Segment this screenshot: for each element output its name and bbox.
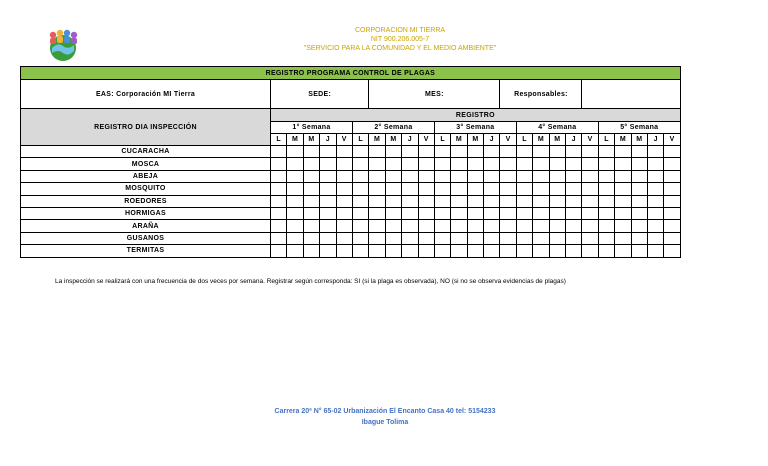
inspection-cell[interactable] [484,245,500,257]
pest-row [21,220,681,232]
pest-row [21,245,681,257]
day-header: M [467,134,483,146]
inspection-cell[interactable] [566,207,582,219]
sede-field[interactable]: SEDE: [271,80,369,109]
inspection-cell[interactable] [352,245,368,257]
inspection-cell[interactable] [615,158,631,170]
inspection-cell[interactable] [451,195,467,207]
inspection-cell[interactable] [271,220,287,232]
eas-label: EAS: Corporación MI Tierra [21,80,271,109]
inspection-cell[interactable] [533,232,549,244]
inspection-cell[interactable] [533,207,549,219]
inspection-cell[interactable] [664,158,680,170]
inspection-cell[interactable] [451,232,467,244]
inspection-cell[interactable] [434,183,450,195]
day-header: J [402,134,418,146]
inspection-cell[interactable] [352,170,368,182]
inspection-cell[interactable] [320,220,336,232]
inspection-cell[interactable] [451,146,467,158]
pest-row [21,183,681,195]
inspection-cell[interactable] [402,146,418,158]
pest-name: HORMIGAS [21,207,271,219]
inspection-cell[interactable] [631,195,647,207]
pest-name: GUSANOS [21,232,271,244]
inspection-cell[interactable] [287,207,303,219]
day-header: J [320,134,336,146]
inspection-cell[interactable] [566,158,582,170]
inspection-cell[interactable] [484,158,500,170]
title-row [21,67,681,80]
inspection-cell[interactable] [271,245,287,257]
inspection-cell[interactable] [631,245,647,257]
inspection-cell[interactable] [615,170,631,182]
inspection-cell[interactable] [516,220,532,232]
inspection-cell[interactable] [369,183,385,195]
inspection-cell[interactable] [320,232,336,244]
inspection-cell[interactable] [647,183,663,195]
inspection-cell[interactable] [631,220,647,232]
inspection-cell[interactable] [598,207,614,219]
inspection-cell[interactable] [320,183,336,195]
pest-row [21,170,681,182]
inspection-note: La inspección se realizará con una frecuencia de dos veces por semana. Registrar según corresponda: SI (si la plaga es observada), NO (si no se observa evidencias de plagas) [55,278,566,285]
inspection-cell[interactable] [271,158,287,170]
inspection-cell[interactable] [320,146,336,158]
inspection-cell[interactable] [664,207,680,219]
inspection-cell[interactable] [336,183,352,195]
day-header: J [647,134,663,146]
day-header: L [352,134,368,146]
inspection-cell[interactable] [664,232,680,244]
inspection-cell[interactable] [271,232,287,244]
inspection-cell[interactable] [566,183,582,195]
inspection-cell[interactable] [598,146,614,158]
inspection-cell[interactable] [271,146,287,158]
pest-name: ARAÑA [21,220,271,232]
week-header: 5° Semana [598,122,680,134]
inspection-cell[interactable] [615,146,631,158]
inspection-cell[interactable] [451,158,467,170]
inspection-cell[interactable] [647,232,663,244]
inspection-cell[interactable] [303,146,319,158]
pest-row [21,232,681,244]
inspection-cell[interactable] [467,207,483,219]
inspection-cell[interactable] [303,220,319,232]
day-header: M [631,134,647,146]
inspection-cell[interactable] [287,183,303,195]
inspection-cell[interactable] [451,183,467,195]
inspection-cell[interactable] [434,232,450,244]
day-header: M [533,134,549,146]
inspection-cell[interactable] [418,220,434,232]
inspection-cell[interactable] [516,146,532,158]
inspection-cell[interactable] [402,245,418,257]
inspection-cell[interactable] [516,183,532,195]
inspection-cell[interactable] [500,195,516,207]
inspection-cell[interactable] [533,158,549,170]
inspection-cell[interactable] [320,158,336,170]
inspection-cell[interactable] [664,183,680,195]
inspection-cell[interactable] [385,245,401,257]
inspection-cell[interactable] [467,146,483,158]
inspection-cell[interactable] [320,170,336,182]
inspection-cell[interactable] [615,195,631,207]
inspection-cell[interactable] [369,170,385,182]
registro-label: REGISTRO [271,109,681,122]
inspection-cell[interactable] [533,245,549,257]
inspection-cell[interactable] [582,207,598,219]
pest-row [21,146,681,158]
inspection-cell[interactable] [664,195,680,207]
inspection-cell[interactable] [582,158,598,170]
inspection-cell[interactable] [615,232,631,244]
pest-name: TERMITAS [21,245,271,257]
inspection-cell[interactable] [402,207,418,219]
inspection-cell[interactable] [352,158,368,170]
inspection-cell[interactable] [271,183,287,195]
inspection-cell[interactable] [549,170,565,182]
inspection-cell[interactable] [451,220,467,232]
inspection-cell[interactable] [500,245,516,257]
inspection-cell[interactable] [582,170,598,182]
day-header: M [303,134,319,146]
day-header: M [615,134,631,146]
inspection-cell[interactable] [402,158,418,170]
inspection-cell[interactable] [352,146,368,158]
org-slogan: "SERVICIO PARA LA COMUNIDAD Y EL MEDIO AMBIENTE" [303,45,497,52]
inspection-cell[interactable] [385,146,401,158]
inspection-cell[interactable] [598,170,614,182]
day-header: V [418,134,434,146]
inspection-cell[interactable] [549,183,565,195]
inspection-cell[interactable] [664,146,680,158]
pest-row [21,207,681,219]
inspection-cell[interactable] [549,245,565,257]
inspection-cell[interactable] [385,158,401,170]
inspection-cell[interactable] [271,195,287,207]
inspection-cell[interactable] [385,232,401,244]
inspection-cell[interactable] [500,146,516,158]
pest-row [21,158,681,170]
footer-city: Ibague Tolima [361,419,409,426]
inspection-cell[interactable] [664,220,680,232]
inspection-cell[interactable] [385,183,401,195]
inspection-cell[interactable] [598,220,614,232]
inspection-cell[interactable] [352,220,368,232]
inspection-cell[interactable] [451,207,467,219]
day-header: M [287,134,303,146]
mes-field[interactable]: MES: [369,80,500,109]
inspection-cell[interactable] [369,220,385,232]
inspection-cell[interactable] [533,195,549,207]
inspection-cell[interactable] [533,170,549,182]
day-header: V [582,134,598,146]
day-header: V [336,134,352,146]
inspection-cell[interactable] [516,195,532,207]
inspection-cell[interactable] [385,207,401,219]
inspection-cell[interactable] [336,195,352,207]
day-header: M [451,134,467,146]
responsables-field[interactable]: Responsables: [500,80,582,109]
inspection-cell[interactable] [385,195,401,207]
inspection-cell[interactable] [418,207,434,219]
inspection-cell[interactable] [336,220,352,232]
inspection-cell[interactable] [467,232,483,244]
day-header: J [566,134,582,146]
inspection-cell[interactable] [566,245,582,257]
inspection-cell[interactable] [352,207,368,219]
inspection-cell[interactable] [271,207,287,219]
pest-name: ABEJA [21,170,271,182]
footer-address: Carrera 20ª N° 65-02 Urbanización El Encanto Casa 40 tel: 5154233 [274,408,496,415]
inspection-cell[interactable] [467,220,483,232]
pest-row [21,195,681,207]
inspection-cell[interactable] [336,207,352,219]
inspection-cell[interactable] [320,195,336,207]
day-header: M [369,134,385,146]
inspection-cell[interactable] [500,158,516,170]
week-header: 1° Semana [271,122,353,134]
inspection-cell[interactable] [369,245,385,257]
inspection-cell[interactable] [516,170,532,182]
inspection-cell[interactable] [549,158,565,170]
inspection-cell[interactable] [631,158,647,170]
inspection-cell[interactable] [467,158,483,170]
inspection-cell[interactable] [418,170,434,182]
inspection-cell[interactable] [484,170,500,182]
inspection-cell[interactable] [467,245,483,257]
inspection-cell[interactable] [582,245,598,257]
inspection-cell[interactable] [566,232,582,244]
inspection-cell[interactable] [320,207,336,219]
inspection-cell[interactable] [303,158,319,170]
inspection-cell[interactable] [418,245,434,257]
inspection-cell[interactable] [582,183,598,195]
inspection-cell[interactable] [647,158,663,170]
inspection-cell[interactable] [287,158,303,170]
inspection-cell[interactable] [336,232,352,244]
inspection-cell[interactable] [287,195,303,207]
info-row [21,80,681,109]
inspection-cell[interactable] [549,195,565,207]
inspection-cell[interactable] [303,195,319,207]
day-header: L [516,134,532,146]
week-header: 2° Semana [352,122,434,134]
inspection-cell[interactable] [369,146,385,158]
inspection-cell[interactable] [500,170,516,182]
inspection-cell[interactable] [598,232,614,244]
inspection-cell[interactable] [434,170,450,182]
inspection-cell[interactable] [467,170,483,182]
inspection-cell[interactable] [385,170,401,182]
inspection-cell[interactable] [369,158,385,170]
inspection-cell[interactable] [484,220,500,232]
pest-name: ROEDORES [21,195,271,207]
inspection-cell[interactable] [500,220,516,232]
inspection-cell[interactable] [352,195,368,207]
inspection-cell[interactable] [287,170,303,182]
inspection-cell[interactable] [615,207,631,219]
inspection-cell[interactable] [615,220,631,232]
inspection-cell[interactable] [631,146,647,158]
pest-name: MOSQUITO [21,183,271,195]
inspection-cell[interactable] [418,183,434,195]
inspection-cell[interactable] [418,158,434,170]
inspection-cell[interactable] [566,170,582,182]
inspection-cell[interactable] [402,195,418,207]
inspection-cell[interactable] [369,207,385,219]
inspection-cell[interactable] [418,146,434,158]
inspection-cell[interactable] [647,146,663,158]
inspection-cell[interactable] [434,245,450,257]
inspection-cell[interactable] [369,232,385,244]
inspection-cell[interactable] [566,220,582,232]
inspection-cell[interactable] [287,232,303,244]
inspection-cell[interactable] [549,220,565,232]
inspection-cell[interactable] [434,220,450,232]
day-header: V [500,134,516,146]
inspection-cell[interactable] [631,170,647,182]
form-title: REGISTRO PROGRAMA CONTROL DE PLAGAS [21,67,681,80]
pest-control-table [20,66,681,258]
day-header: M [549,134,565,146]
inspection-cell[interactable] [516,232,532,244]
responsables-value[interactable] [582,80,680,109]
day-header: L [434,134,450,146]
inspection-cell[interactable] [434,158,450,170]
inspection-cell[interactable] [647,195,663,207]
inspection-cell[interactable] [516,158,532,170]
inspection-cell[interactable] [566,146,582,158]
week-header: 4° Semana [516,122,598,134]
org-nit: NIT 900.206.005-7 [370,36,430,43]
inspection-cell[interactable] [647,245,663,257]
inspection-cell[interactable] [500,207,516,219]
inspection-cell[interactable] [598,245,614,257]
inspection-cell[interactable] [484,183,500,195]
inspection-cell[interactable] [451,170,467,182]
inspection-cell[interactable] [631,207,647,219]
pest-name: MOSCA [21,158,271,170]
inspection-cell[interactable] [516,207,532,219]
inspection-cell[interactable] [418,232,434,244]
inspection-cell[interactable] [582,146,598,158]
inspection-cell[interactable] [533,183,549,195]
inspection-cell[interactable] [402,183,418,195]
inspection-cell[interactable] [336,245,352,257]
inspection-cell[interactable] [582,220,598,232]
day-header: V [664,134,680,146]
inspection-cell[interactable] [549,232,565,244]
inspection-cell[interactable] [467,183,483,195]
logo-icon [44,26,82,62]
inspection-cell[interactable] [402,220,418,232]
registro-dia-label: REGISTRO DIA INSPECCIÓN [21,109,271,146]
inspection-cell[interactable] [336,158,352,170]
inspection-cell[interactable] [320,245,336,257]
inspection-cell[interactable] [418,195,434,207]
day-header: L [598,134,614,146]
inspection-cell[interactable] [598,195,614,207]
inspection-cell[interactable] [352,232,368,244]
inspection-cell[interactable] [484,207,500,219]
inspection-cell[interactable] [484,146,500,158]
inspection-cell[interactable] [287,245,303,257]
day-header: J [484,134,500,146]
inspection-cell[interactable] [287,220,303,232]
inspection-cell[interactable] [451,245,467,257]
day-header: L [271,134,287,146]
day-header: M [385,134,401,146]
inspection-cell[interactable] [484,232,500,244]
inspection-cell[interactable] [271,170,287,182]
inspection-cell[interactable] [533,146,549,158]
inspection-cell[interactable] [664,245,680,257]
inspection-cell[interactable] [647,170,663,182]
pest-name: CUCARACHA [21,146,271,158]
inspection-cell[interactable] [402,232,418,244]
inspection-cell[interactable] [434,207,450,219]
inspection-cell[interactable] [352,183,368,195]
inspection-cell[interactable] [434,195,450,207]
inspection-cell[interactable] [500,232,516,244]
inspection-cell[interactable] [385,220,401,232]
inspection-cell[interactable] [631,183,647,195]
inspection-cell[interactable] [336,170,352,182]
inspection-cell[interactable] [566,195,582,207]
inspection-cell[interactable] [303,245,319,257]
registro-row [21,109,681,122]
inspection-cell[interactable] [533,220,549,232]
inspection-cell[interactable] [631,232,647,244]
inspection-cell[interactable] [500,183,516,195]
inspection-cell[interactable] [549,146,565,158]
inspection-cell[interactable] [664,170,680,182]
inspection-cell[interactable] [615,245,631,257]
inspection-cell[interactable] [434,146,450,158]
inspection-cell[interactable] [647,207,663,219]
inspection-cell[interactable] [303,183,319,195]
inspection-cell[interactable] [582,195,598,207]
inspection-cell[interactable] [369,195,385,207]
inspection-cell[interactable] [303,207,319,219]
inspection-cell[interactable] [402,170,418,182]
inspection-cell[interactable] [549,207,565,219]
inspection-cell[interactable] [287,146,303,158]
inspection-cell[interactable] [598,183,614,195]
inspection-cell[interactable] [303,232,319,244]
inspection-cell[interactable] [647,220,663,232]
inspection-cell[interactable] [598,158,614,170]
inspection-cell[interactable] [484,195,500,207]
inspection-cell[interactable] [582,232,598,244]
week-header: 3° Semana [434,122,516,134]
org-name: CORPORACION MI TIERRA [354,27,446,34]
inspection-cell[interactable] [615,183,631,195]
inspection-cell[interactable] [336,146,352,158]
inspection-cell[interactable] [516,245,532,257]
inspection-cell[interactable] [467,195,483,207]
inspection-cell[interactable] [303,170,319,182]
